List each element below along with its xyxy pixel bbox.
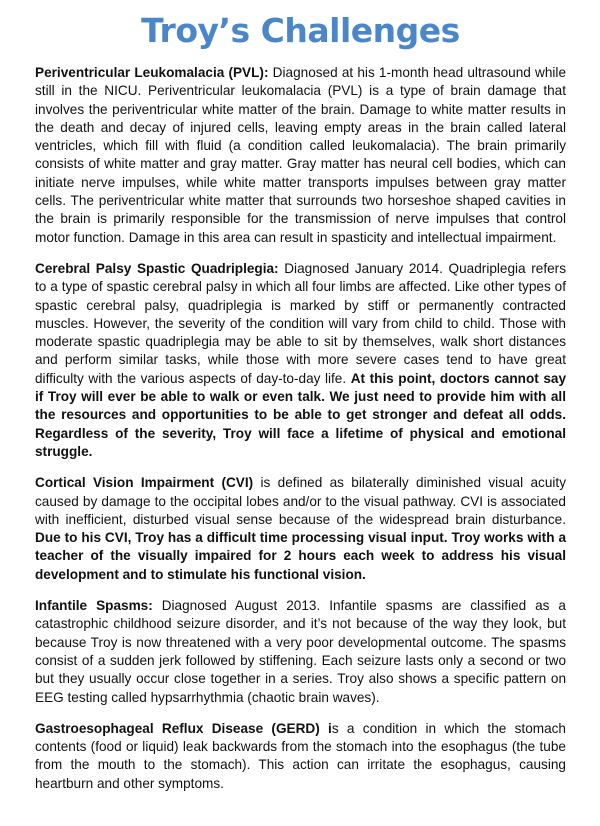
page-title: Troy’s Challenges [141, 11, 460, 50]
section-text: Diagnosed August 2013. Infantile spasms are classified as a catastrophic childhood seizure disorder, and it’s not because of the way they look, but because Troy is now threatened with a very poor developmental outcome. The spasms consist of a sudden jerk followed by stiffening. Each seizure lasts only a second or two but they usually occur close together in a series. Troy also shows a specific pattern on EEG testing called hypsarrhythmia (chaotic brain waves). [35, 598, 566, 705]
section-gerd [35, 720, 566, 793]
section-heading: Cerebral Palsy Spastic Quadriplegia: [35, 260, 279, 276]
section-cerebral-palsy [35, 260, 566, 461]
section-heading: Infantile Spasms: [35, 598, 153, 614]
section-text: is defined as bilaterally diminished visual acuity caused by damage to the occipital lobes and/or to the visual pathway. CVI is associated with inefficient, disturbed visual sense because of the widespread brain disturbance. [35, 475, 566, 527]
section-heading: Gastroesophageal Reflux Disease (GERD) i [35, 720, 332, 736]
section-cvi [35, 474, 566, 584]
section-text: Diagnosed at his 1-month head ultrasound while still in the NICU. Periventricular leukomalacia (PVL) is a type of brain damage that involves the periventricular white matter of the brain. Damage to white matter results in the death and decay of injured cells, leaving empty areas in the brain called lateral ventricles, which fill with fluid (a condition called leukomalacia). The brain primarily consists of white matter and gray matter. Gray matter has neural cell bodies, which can initiate nerve impulses, while white matter transports impulses between gray matter cells. The periventricular white matter that surrounds two horseshoe shaped cavities in the brain is primarily responsible for the transmission of nerve impulses that control motor function. Damage in this area can result in spasticity and intellectual impairment. [35, 65, 567, 245]
section-heading: Cortical Vision Impairment (CVI) [35, 475, 254, 491]
section-infantile-spasms [35, 597, 566, 707]
section-heading: Periventricular Leukomalacia (PVL): [35, 65, 269, 80]
section-text: s a condition in which the stomach contents (food or liquid) leak backwards from the stomach into the esophagus (the tube from the mouth to the stomach). This action can irritate the esophagus, causing heartburn and other symptoms. [35, 720, 566, 791]
section-emphasis: At this point, doctors cannot say if Troy will ever be able to walk or even talk. We just need to provide him with all the resources and opportunities to be able to get stronger and defeat all odds. Regardless of the severity, Troy will face a lifetime of physical and emotional struggle. [35, 370, 567, 459]
section-pvl [35, 64, 566, 247]
section-text: Diagnosed January 2014. Quadriplegia refers to a type of spastic cerebral palsy in which all four limbs are affected. Like other types of spastic cerebral palsy, quadriplegia is marked by stiff or permanently contracted muscles. However, the severity of the condition will vary from child to child. Those with moderate spastic quadriplegia may be able to sit by themselves, walk short distances and perform similar tasks, while those with more severe cases tend to have great difficulty with the various aspects of day-to-day life. [35, 260, 567, 386]
section-emphasis: Due to his CVI, Troy has a difficult time processing visual input. Troy works with a teacher of the visually impaired for 2 hours each week to address his visual development and to stimulate his functional vision. [35, 530, 566, 582]
